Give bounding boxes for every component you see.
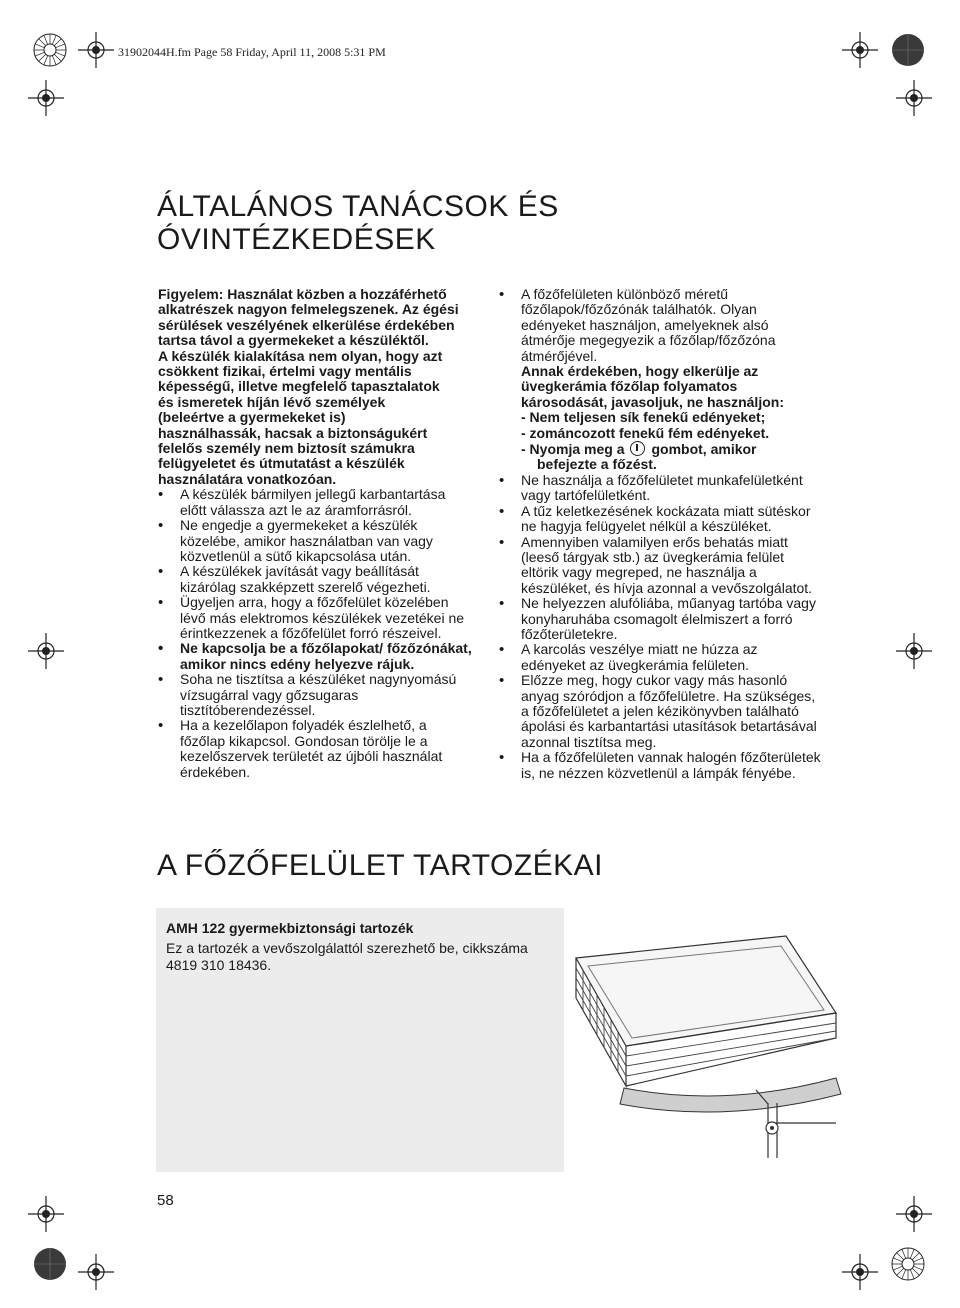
list-item xyxy=(499,287,825,473)
child-safety-guard-illustration xyxy=(536,918,866,1178)
crosshair-mark-icon xyxy=(28,80,64,116)
list-item: • Soha ne tisztítsa a készüléket nagynyomású vízsugárral vagy gőzsugaras tisztítóberendezéssel. xyxy=(158,672,474,718)
warning-line: (beleértve a gyermekeket is) xyxy=(158,409,346,426)
dash-item-continuation: befejezte a főzést. xyxy=(537,456,657,473)
warning-line: és ismeretek híján lévő személyek xyxy=(158,393,386,410)
list-item: • Amennyiben valamilyen erős behatás miatt (leeső tárgyak stb.) az üvegkerámia felület eltörik vagy megreped, ne használja a készüléket, és hívja azonnal a vevőszolgálatot. xyxy=(499,535,825,597)
crosshair-mark-icon xyxy=(28,1196,64,1232)
crosshair-mark-icon xyxy=(78,1254,114,1290)
page-number: 58 xyxy=(157,1192,174,1209)
warning-paragraph xyxy=(158,287,474,487)
registration-mark-icon xyxy=(890,1246,926,1282)
warning-line: képességű, illetve megfelelő tapasztalatok xyxy=(158,378,440,395)
list-item: • A tűz keletkezésének kockázata miatt sütéskor ne hagyja felügyelet nélkül a készüléket. xyxy=(499,504,825,535)
dash-item: - zománcozott fenekű fém edényeket. xyxy=(521,424,770,441)
accessory-title: AMH 122 gyermekbiztonsági tartozék xyxy=(166,920,414,936)
page-title xyxy=(157,190,559,256)
page-title-line: ÓVINTÉZKEDÉSEK xyxy=(157,223,436,256)
accessory-description: Ez a tartozék a vevőszolgálattól szerezhető be, cikkszáma 4819 310 18436. xyxy=(166,940,528,973)
crosshair-mark-icon xyxy=(842,1254,878,1290)
list-item: • A karcolás veszélye miatt ne húzza az edényeket az üvegkerámia felületen. xyxy=(499,642,825,673)
glass-ceramic-warning: Annak érdekében, hogy elkerülje az üvegkerámia főzőlap folyamatos károsodását, javasoljuk, ne használjon: xyxy=(521,363,784,410)
power-button-icon xyxy=(630,441,645,456)
safety-bullet-list xyxy=(158,487,474,780)
list-item: • Ügyeljen arra, hogy a főzőfelület közelében lévő más elektromos készülékek vezetékei ne érintkezzenek a főzőfelület forró részeivel. xyxy=(158,595,474,641)
list-item: • Ha a főzőfelületen vannak halogén főzőterületek is, ne nézzen közvetlenül a lámpák fényébe. xyxy=(499,750,825,781)
warning-line: alkatrészek nagyon felmelegszenek. Az égési xyxy=(158,301,459,318)
right-column xyxy=(499,287,825,781)
cookware-size-text: A főzőfelületen különböző méretű főzőlapok/főzőzónák találhatók. Olyan edényeket használjon, amelyeknek alsó átmérője megegyezik a főzőlap/főzőzóna átmérőjével. xyxy=(521,286,776,364)
warning-line: használhassák, hacsak a biztonságukért xyxy=(158,424,428,441)
hob-bullet-list xyxy=(499,287,825,781)
dash-item-text: - Nyomja meg a xyxy=(521,441,625,458)
warning-line: sérülések veszélyének elkerülése érdekében xyxy=(158,316,455,333)
crosshair-mark-icon xyxy=(78,32,114,68)
warning-line: csökkent fizikai, értelmi vagy mentális xyxy=(158,363,412,380)
warning-line: felelős személy nem biztosít számukra xyxy=(158,440,415,457)
crosshair-mark-icon xyxy=(28,633,64,669)
warning-line: Figyelem: Használat közben a hozzáférhető xyxy=(158,286,447,302)
crosshair-mark-icon xyxy=(896,1196,932,1232)
section-title: A FŐZŐFELÜLET TARTOZÉKAI xyxy=(157,849,604,882)
list-item: • Ne helyezzen alufóliába, műanyag tartóba vagy konyharuhába csomagolt élelmiszert a forró főzőterületekre. xyxy=(499,596,825,642)
list-item: • Ne kapcsolja be a főzőlapokat/ főzőzónákat, amikor nincs edény helyezve rájuk. xyxy=(158,641,474,672)
warning-line: tartsa távol a gyermekeket a készüléktől. xyxy=(158,332,429,349)
warning-line: felügyeletet és útmutatást a készülék xyxy=(158,455,405,472)
warning-line: A készülék kialakítása nem olyan, hogy azt xyxy=(158,347,443,364)
print-header: 31902044H.fm Page 58 Friday, April 11, 2008 5:31 PM xyxy=(118,45,386,59)
dash-item xyxy=(521,441,825,457)
filled-circle-mark-icon xyxy=(32,1246,68,1282)
crosshair-mark-icon xyxy=(896,80,932,116)
list-item: • A készülék bármilyen jellegű karbantartása előtt válassza azt le az áramforrásról. xyxy=(158,487,474,518)
page-title-line: ÁLTALÁNOS TANÁCSOK ÉS xyxy=(157,190,559,223)
registration-mark-icon xyxy=(32,32,68,68)
list-item: • A készülékek javítását vagy beállítását kizárólag szakképzett szerelő végezheti. xyxy=(158,564,474,595)
left-column xyxy=(158,287,474,780)
list-item: • Ne engedje a gyermekeket a készülék közelébe, amikor használatban van vagy közvetlenül a sütő kikapcsolása után. xyxy=(158,518,474,564)
warning-line: használatára vonatkozóan. xyxy=(158,470,337,487)
list-item: • Ne használja a főzőfelületet munkafelületként vagy tartófelületként. xyxy=(499,473,825,504)
crosshair-mark-icon xyxy=(896,633,932,669)
filled-circle-mark-icon xyxy=(890,32,926,68)
crosshair-mark-icon xyxy=(842,32,878,68)
dash-item: - Nem teljesen sík fenekű edényeket; xyxy=(521,409,766,426)
dash-item-text: gombot, amikor xyxy=(651,441,757,458)
accessory-box xyxy=(156,908,564,1172)
list-item: • Előzze meg, hogy cukor vagy más hasonló anyag szóródjon a főzőfelületre. Ha szükséges, a főzőfelületet a jelen kézikönyvben található ápolási és karbantartási utasítások betartásával azonnal tisztítsa meg. xyxy=(499,673,825,750)
list-item: • Ha a kezelőlapon folyadék észlelhető, a főzőlap kikapcsol. Gondosan törölje le a kezelőszervek területét az újbóli használat érdekében. xyxy=(158,718,474,780)
